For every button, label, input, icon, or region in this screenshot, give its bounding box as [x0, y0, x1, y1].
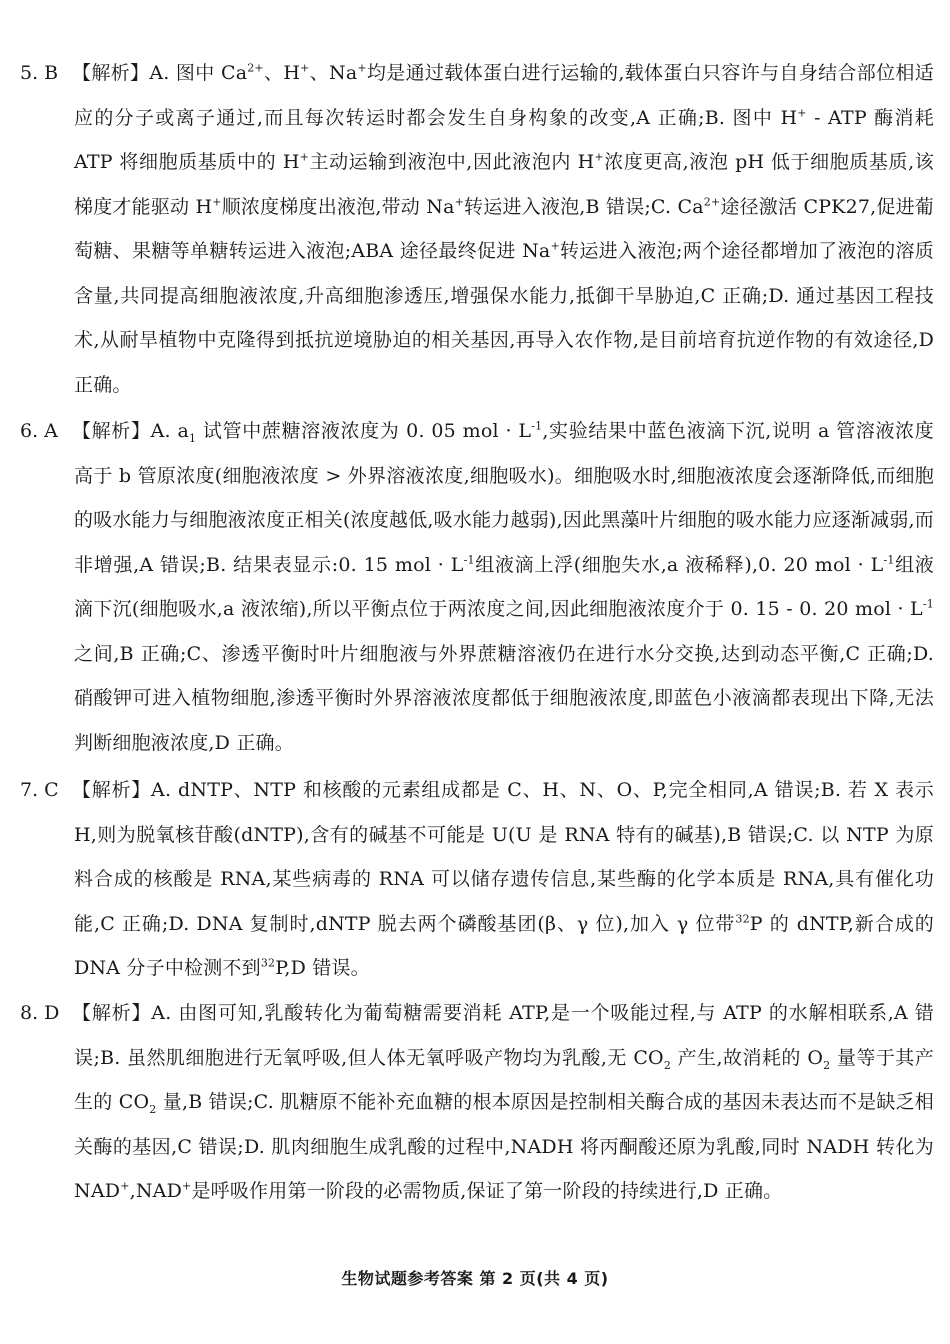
analysis-tag: 【解析】 [72, 1002, 152, 1024]
explanation-text: 【解析】A. 图中 $Ca^{2+}$、H+、Na+均是通过载体蛋白进行运输的,载体蛋白只容许与自身结合部位相适应的分子或离子通过,而且每次转运时都会发生自身构象的改变,A 正确;B. 图中 H+ - ATP 酶消耗 ATP 将细胞质基质中的 H+主动运输到液泡中,因此液泡内 H+浓度更高,液泡 pH 低于细胞质基质,该梯度才能驱动 H+顺浓度梯度出液泡,带动 Na+转运进入液泡,B 错误;C. $Ca^{2+}$途径激活 CPK27,促进葡萄糖、果糖等单糖转运进入液泡;ABA 途径最终促进 Na+转运进入液泡;两个途径都增加了液泡的溶质含量,共同提高细胞液浓度,升高细胞渗透压,增强保水能力,抵御干旱胁迫,C 正确;D. 通过基因工程技术,从耐旱植物中克隆得到抵抗逆境胁迫的相关基因,再导入农作物,是目前培育抗逆作物的有效途径,D 正确。 [72, 61, 935, 396]
explanation-text: 【解析】A. $a_1$ 试管中蔗糖溶液浓度为 0. 05 mol · $L^{-1}$,实验结果中蓝色液滴下沉,说明 a 管溶液浓度高于 b 管原浓度(细胞液浓度 > 外界溶液浓度,细胞吸水)。细胞吸水时,细胞液浓度会逐渐降低,而细胞的吸水能力与细胞液浓度正相关(浓度越低,吸水能力越弱),因此黑藻叶片细胞的吸水能力应逐渐减弱,而非增强,A 错误;B. 结果表显示:0. 15 mol · $L^{-1}$组液滴上浮(细胞失水,a 液稀释),0. 20 mol · $L^{-1}$组液滴下沉(细胞吸水,a 液浓缩),所以平衡点位于两浓度之间,因此细胞液浓度介于 0. 15 - 0. 20 mol · $L^{-1}$之间,B 正确;C、渗透平衡时叶片细胞液与外界蔗糖溶液仍在进行水分交换,达到动态平衡,C 正确;D. 硝酸钾可进入植物细胞,渗透平衡时外界溶液浓度都低于细胞液浓度,即蓝色小液滴都表现出下降,无法判断细胞液浓度,D 正确。 [72, 419, 935, 754]
answer-8 [0, 991, 950, 1214]
answer-5 [0, 51, 950, 407]
explanation-text: 【解析】A. 由图可知,乳酸转化为葡萄糖需要消耗 ATP,是一个吸能过程,与 ATP 的水解相联系,A 错误;B. 虽然肌细胞进行无氧呼吸,但人体无氧呼吸产物均为乳酸,无 $CO_2$ 产生,故消耗的 $O_2$ 量等于其产生的 $CO_2$ 量,B 错误;C. 肌糖原不能补充血糖的根本原因是控制相关酶合成的基因未表达而不是缺乏相关酶的基因,C 错误;D. 肌肉细胞生成乳酸的过程中,NADH 将丙酮酸还原为乳酸,同时 NADH 转化为 NAD+,NAD+是呼吸作用第一阶段的必需物质,保证了第一阶段的持续进行,D 正确。 [72, 1002, 934, 1202]
explanation-text: 【解析】A. dNTP、NTP 和核酸的元素组成都是 C、H、N、O、P,完全相同,A 错误;B. 若 X 表示 H,则为脱氧核苷酸(dNTP),含有的碱基不可能是 U(U 是 RNA 特有的碱基),B 错误;C. 以 NTP 为原料合成的核酸是 RNA,某些病毒的 RNA 可以储存遗传信息,某些酶的化学本质是 RNA,具有催化功能,C 正确;D. DNA 复制时,dNTP 脱去两个磷酸基团(β、γ 位),加入 γ 位带$^{32}$P 的 dNTP,新合成的 DNA 分子中检测不到$^{32}$P,D 错误。 [72, 779, 934, 979]
page-footer: 生物试题参考答案 第 2 页(共 4 页) [341, 1269, 609, 1288]
answer-6 [0, 409, 950, 765]
question-number: 8. D [20, 1002, 60, 1024]
question-number: 7. C [20, 779, 59, 801]
question-number: 6. A [20, 420, 58, 442]
question-number: 5. B [20, 62, 59, 84]
analysis-tag: 【解析】 [72, 420, 151, 442]
answer-7 [0, 768, 950, 991]
analysis-tag: 【解析】 [72, 62, 150, 84]
analysis-tag: 【解析】 [72, 779, 152, 801]
